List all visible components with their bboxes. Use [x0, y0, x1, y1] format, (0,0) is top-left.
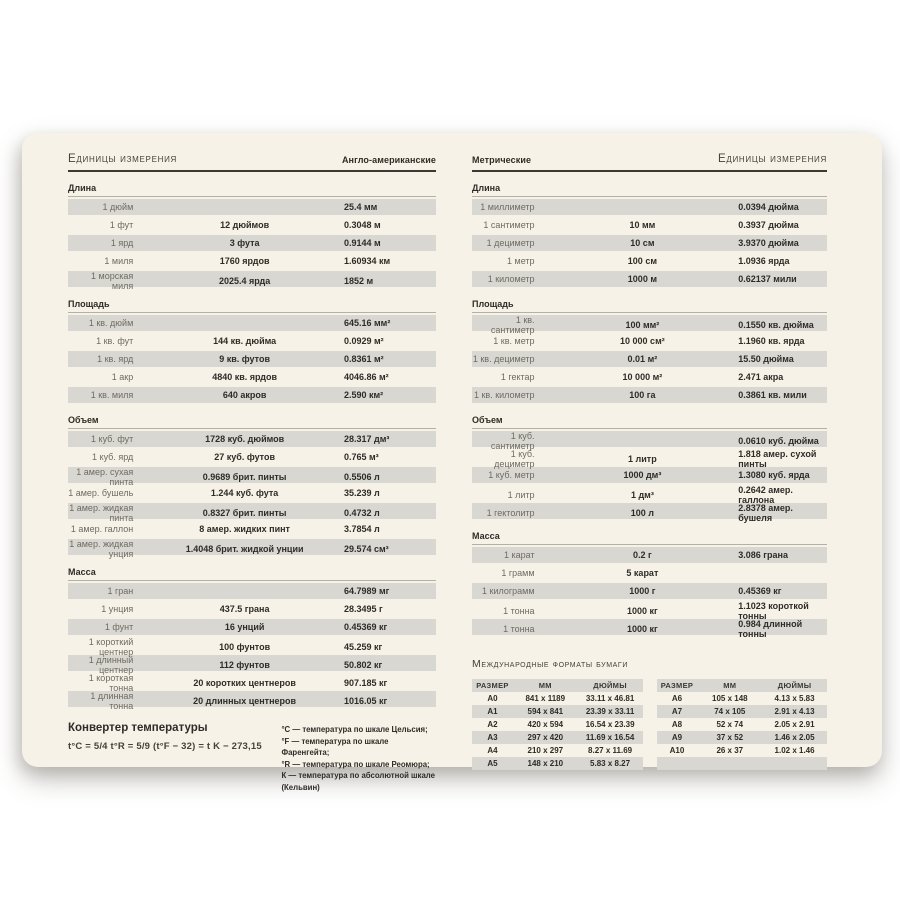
- paper-col-header: ДЮЙМЫ: [593, 681, 627, 690]
- table-row: [472, 350, 827, 368]
- left-sections: [68, 180, 436, 711]
- unit-value-cell: 0.3048 м: [343, 220, 381, 230]
- paper-cell: А9: [671, 733, 683, 742]
- unit-equivalent-cell: 1.4048 брит. жидкой унции: [185, 544, 304, 554]
- paper-cell: 105 x 148: [712, 694, 748, 703]
- unit-equivalent-cell: 10 000 см²: [620, 336, 665, 346]
- unit-name-cell: 1 кв. километр: [473, 390, 535, 400]
- unit-equivalent-cell: 20 коротких центнеров: [193, 678, 296, 688]
- unit-equivalent-cell: 9 кв. футов: [219, 354, 270, 364]
- units-section: [472, 412, 827, 523]
- temp-formula: t°C = 5/4 t°R = 5/9 (t°F − 32) = t K − 273,15: [68, 741, 262, 752]
- table-row: [68, 448, 436, 466]
- paper-row: [657, 731, 828, 744]
- unit-value-cell: 0.0610 куб. дюйма: [738, 436, 819, 446]
- unit-name-cell: 1 кв. метр: [493, 336, 535, 346]
- paper-formats: [472, 658, 827, 770]
- unit-equivalent-cell: 1728 куб. дюймов: [205, 434, 285, 444]
- unit-name-cell: 1 килограмм: [482, 586, 535, 596]
- table-row: [68, 582, 436, 600]
- table-row: [68, 672, 436, 693]
- paper-row: [472, 731, 643, 744]
- paper-cell: 52 x 74: [716, 720, 744, 729]
- units-section: [68, 296, 436, 404]
- unit-equivalent-cell: 10 000 м²: [622, 372, 663, 382]
- paper-cell: А2: [487, 720, 498, 729]
- paper-row: [472, 757, 643, 770]
- unit-value-cell: 2.471 акра: [738, 372, 784, 382]
- paper-row: [657, 705, 828, 718]
- paper-table-header: [657, 679, 828, 692]
- unit-value-cell: 0.0929 м²: [343, 336, 384, 346]
- unit-name-cell: 1 кв. сантиметр: [490, 315, 535, 335]
- unit-name-cell: 1 литр: [507, 490, 535, 500]
- unit-name-cell: 1 короткая тонна: [88, 673, 134, 693]
- table-row: [472, 386, 827, 404]
- unit-name-cell: 1 тонна: [503, 606, 535, 616]
- paper-cell: 33.11 x 46.81: [585, 694, 635, 703]
- paper-cell: 37 x 52: [716, 733, 744, 742]
- unit-equivalent-cell: 1000 м: [627, 274, 657, 284]
- units-section: [68, 564, 436, 711]
- paper-row: [657, 692, 828, 705]
- unit-equivalent-cell: 144 кв. дюйма: [213, 336, 277, 346]
- paper-cell: А1: [487, 707, 498, 716]
- temp-note-line: °F — температура по шкале Фаренгейта;: [281, 736, 389, 757]
- unit-value-cell: 3.086 грана: [738, 550, 788, 560]
- paper-cell: 16.54 x 23.39: [585, 720, 635, 729]
- table-row: [472, 252, 827, 270]
- unit-name-cell: 1 километр: [487, 274, 535, 284]
- unit-name-cell: 1 унция: [101, 604, 134, 614]
- unit-equivalent-cell: 100 см: [627, 256, 657, 266]
- page-header-title: Единицы измерения: [717, 153, 827, 165]
- unit-equivalent-cell: 100 фунтов: [219, 642, 271, 652]
- unit-value-cell: 35.239 л: [343, 488, 380, 498]
- unit-value-cell: 0.9144 м: [343, 238, 381, 248]
- units-section: [472, 296, 827, 404]
- unit-equivalent-cell: 112 фунтов: [219, 660, 270, 670]
- unit-value-cell: 2.590 км²: [343, 390, 384, 400]
- unit-value-cell: 1.1960 кв. ярда: [738, 336, 805, 346]
- unit-name-cell: 1 амер. жидкая пинта: [69, 503, 134, 523]
- unit-equivalent-cell: 2025.4 ярда: [218, 276, 271, 286]
- paper-cell: А6: [671, 694, 683, 703]
- table-row: [472, 564, 827, 582]
- unit-name-cell: 1 амер. галлон: [70, 524, 134, 534]
- paper-cell: 148 x 210: [527, 759, 564, 768]
- unit-equivalent-cell: 1760 ярдов: [219, 256, 270, 266]
- table-row: [68, 368, 436, 386]
- paper-col-header: ММ: [538, 681, 552, 690]
- unit-equivalent-cell: 1 литр: [628, 454, 657, 464]
- unit-name-cell: 1 акр: [111, 372, 134, 382]
- section-title: Масса: [472, 528, 827, 545]
- table-row: [68, 314, 436, 332]
- unit-value-cell: 0.3937 дюйма: [738, 220, 799, 230]
- unit-equivalent-cell: 640 акров: [222, 390, 267, 400]
- unit-name-cell: 1 короткий центнер: [88, 637, 134, 657]
- units-section: [472, 180, 827, 288]
- unit-equivalent-cell: 0.2 г: [633, 550, 652, 560]
- temp-note-line: К — температура по абсолютной шкале (Кельвин): [281, 771, 435, 792]
- paper-cell: А10: [669, 746, 685, 755]
- unit-value-cell: 1.60934 км: [343, 256, 391, 266]
- paper-row: [657, 757, 828, 770]
- paper-cell: 4.13 x 5.83: [774, 694, 815, 703]
- temp-note-line: °R — температура по шкале Реомюра;: [281, 759, 430, 769]
- table-row: [472, 314, 827, 335]
- paper-cell: 11.69 x 16.54: [585, 733, 635, 742]
- unit-value-cell: 0.45369 кг: [738, 586, 782, 596]
- paper-col-header: ДЮЙМЫ: [777, 681, 812, 690]
- table-row: [68, 386, 436, 404]
- unit-equivalent-cell: 1000 дм³: [623, 470, 662, 480]
- unit-value-cell: 3.9370 дюйма: [738, 238, 799, 248]
- unit-equivalent-cell: 10 мм: [629, 220, 656, 230]
- temp-notes: [281, 722, 436, 793]
- section-title: Площадь: [472, 296, 827, 313]
- table-row: [472, 234, 827, 252]
- unit-value-cell: 0.5506 л: [343, 472, 380, 482]
- table-row: [472, 582, 827, 600]
- unit-equivalent-cell: 100 мм²: [625, 320, 660, 330]
- page-header: [68, 150, 436, 172]
- paper-cell: 1.02 x 1.46: [774, 746, 815, 755]
- unit-value-cell: 1.3080 куб. ярда: [738, 470, 810, 480]
- unit-equivalent-cell: 1000 кг: [627, 624, 658, 634]
- paper-row: [472, 744, 643, 757]
- paper-cell: 2.91 x 4.13: [774, 707, 815, 716]
- paper-cell: 297 x 420: [527, 733, 564, 742]
- unit-value-cell: 0.1550 кв. дюйма: [738, 320, 814, 330]
- unit-equivalent-cell: 1000 г: [629, 586, 656, 596]
- unit-name-cell: 1 фунт: [104, 622, 134, 632]
- unit-value-cell: 3.7854 л: [343, 524, 380, 534]
- unit-name-cell: 1 куб. ярд: [92, 452, 134, 462]
- paper-cell: 23.39 x 33.11: [585, 707, 635, 716]
- unit-equivalent-cell: 16 унций: [224, 622, 265, 632]
- paper-cell: А7: [671, 707, 683, 716]
- unit-equivalent-cell: 4840 кв. ярдов: [212, 372, 278, 382]
- page-header-subtitle: Метрические: [472, 155, 532, 165]
- unit-name-cell: 1 амер. жидкая унция: [69, 539, 134, 559]
- table-row: [472, 618, 827, 639]
- unit-equivalent-cell: 12 дюймов: [220, 220, 270, 230]
- unit-equivalent-cell: 0.9689 брит. пинты: [202, 472, 287, 482]
- table-row: [472, 484, 827, 505]
- temp-converter-left: [68, 722, 281, 793]
- paper-cell: 8.27 x 11.69: [588, 746, 633, 755]
- table-row: [68, 332, 436, 350]
- unit-name-cell: 1 кв. ярд: [97, 354, 134, 364]
- unit-name-cell: 1 сантиметр: [483, 220, 535, 230]
- unit-name-cell: 1 амер. бушель: [68, 488, 134, 498]
- unit-value-cell: 4046.86 м²: [343, 372, 389, 382]
- unit-value-cell: 2.8378 амер. бушеля: [738, 503, 793, 523]
- unit-name-cell: 1 гектолитр: [486, 508, 535, 518]
- unit-name-cell: 1 дюйм: [102, 202, 134, 212]
- section-title: Объем: [472, 412, 827, 429]
- unit-value-cell: 0.45369 кг: [343, 622, 388, 632]
- table-row: [68, 198, 436, 216]
- table-row: [68, 690, 436, 711]
- temp-converter-title: Конвертер температуры: [68, 722, 208, 734]
- unit-equivalent-cell: 0.8327 брит. пинты: [202, 508, 287, 518]
- section-title: Объем: [68, 412, 436, 429]
- paper-table: [657, 679, 828, 770]
- page-header-subtitle: Англо-американские: [341, 155, 436, 165]
- unit-value-cell: 1.0936 ярда: [738, 256, 790, 266]
- unit-name-cell: 1 куб. сантиметр: [490, 431, 535, 451]
- unit-value-cell: 15.50 дюйма: [738, 354, 794, 364]
- paper-row: [472, 718, 643, 731]
- page-spread: [22, 133, 882, 792]
- table-row: [68, 600, 436, 618]
- units-section: [68, 180, 436, 291]
- paper-cell: 594 x 841: [527, 707, 564, 716]
- unit-value-cell: 0.0394 дюйма: [738, 202, 799, 212]
- unit-equivalent-cell: 3 фута: [229, 238, 260, 248]
- units-section: [68, 412, 436, 559]
- paper-cell: 26 x 37: [716, 746, 744, 755]
- temp-converter: [68, 722, 436, 793]
- paper-row: [472, 692, 643, 705]
- table-row: [472, 216, 827, 234]
- unit-value-cell: 1016.05 кг: [343, 696, 388, 706]
- unit-name-cell: 1 ярд: [110, 238, 134, 248]
- unit-value-cell: 0.4732 л: [343, 508, 380, 518]
- unit-equivalent-cell: 1000 кг: [627, 606, 658, 616]
- unit-equivalent-cell: 100 л: [630, 508, 654, 518]
- unit-name-cell: 1 гран: [107, 586, 134, 596]
- unit-value-cell: 45.259 кг: [343, 642, 383, 652]
- table-row: [68, 466, 436, 487]
- paper-cell: 210 x 297: [527, 746, 564, 755]
- table-row: [68, 618, 436, 636]
- unit-name-cell: 1 тонна: [503, 624, 535, 634]
- section-title: Масса: [68, 564, 436, 581]
- table-row: [68, 430, 436, 448]
- table-row: [68, 216, 436, 234]
- paper-table-header: [472, 679, 643, 692]
- paper-formats-title: Международные форматы бумаги: [472, 658, 628, 670]
- paper-tables: [472, 679, 827, 770]
- unit-name-cell: 1 дециметр: [486, 238, 535, 248]
- unit-name-cell: 1 кв. дюйм: [88, 318, 134, 328]
- unit-name-cell: 1 кв. дециметр: [472, 354, 535, 364]
- paper-cell: А4: [487, 746, 498, 755]
- paper-cell: 74 x 105: [714, 707, 746, 716]
- section-title: Площадь: [68, 296, 436, 313]
- unit-value-cell: 64.7989 мг: [343, 586, 390, 596]
- unit-equivalent-cell: 1.244 куб. фута: [210, 488, 279, 498]
- table-row: [472, 270, 827, 288]
- table-row: [68, 252, 436, 270]
- unit-equivalent-cell: 437.5 грана: [219, 604, 270, 614]
- table-row: [68, 654, 436, 675]
- unit-equivalent-cell: 5 карат: [626, 568, 659, 578]
- table-row: [472, 198, 827, 216]
- paper-col-header: ММ: [723, 681, 737, 690]
- unit-name-cell: 1 фут: [109, 220, 134, 230]
- unit-name-cell: 1 морская миля: [91, 271, 134, 291]
- section-title: Длина: [68, 180, 436, 197]
- unit-value-cell: 50.802 кг: [343, 660, 383, 670]
- unit-equivalent-cell: 8 амер. жидких пинт: [199, 524, 290, 534]
- unit-equivalent-cell: 1 дм³: [630, 490, 654, 500]
- unit-value-cell: 907.185 кг: [343, 678, 388, 688]
- unit-name-cell: 1 гектар: [500, 372, 535, 382]
- unit-value-cell: 1.818 амер. сухой пинты: [738, 449, 817, 469]
- unit-value-cell: 25.4 мм: [343, 202, 378, 212]
- unit-value-cell: 0.765 м³: [343, 452, 379, 462]
- page-header-title: Единицы измерения: [68, 153, 178, 165]
- unit-name-cell: 1 миля: [104, 256, 134, 266]
- unit-equivalent-cell: 100 га: [629, 390, 656, 400]
- page-header: [472, 150, 827, 172]
- unit-equivalent-cell: 20 длинных центнеров: [193, 696, 297, 706]
- unit-name-cell: 1 миллиметр: [480, 202, 535, 212]
- paper-row: [657, 744, 828, 757]
- unit-value-cell: 1852 м: [343, 276, 374, 286]
- unit-name-cell: 1 амер. сухая пинта: [76, 467, 134, 487]
- paper-cell: 841 x 1189: [525, 694, 566, 703]
- paper-cell: А0: [487, 694, 498, 703]
- paper-col-header: РАЗМЕР: [660, 681, 694, 690]
- paper-cell: А8: [671, 720, 683, 729]
- table-row: [472, 546, 827, 564]
- unit-name-cell: 1 длинная тонна: [90, 691, 134, 711]
- unit-name-cell: 1 кв. миля: [90, 390, 134, 400]
- unit-equivalent-cell: 10 см: [630, 238, 655, 248]
- unit-name-cell: 1 длинный центнер: [88, 655, 134, 675]
- unit-name-cell: 1 кв. фут: [96, 336, 134, 346]
- unit-value-cell: 0.62137 мили: [738, 274, 797, 284]
- unit-name-cell: 1 метр: [507, 256, 535, 266]
- right-sections: [472, 180, 827, 639]
- paper-table: [472, 679, 643, 770]
- unit-equivalent-cell: 0.01 м²: [627, 354, 658, 364]
- unit-value-cell: 0.8361 м²: [343, 354, 384, 364]
- table-row: [68, 234, 436, 252]
- unit-value-cell: 1.1023 короткой тонны: [738, 601, 809, 621]
- unit-name-cell: 1 грамм: [501, 568, 535, 578]
- section-title: Длина: [472, 180, 827, 197]
- paper-row: [657, 718, 828, 731]
- table-row: [68, 350, 436, 368]
- table-row: [68, 538, 436, 559]
- unit-value-cell: 28.317 дм³: [343, 434, 390, 444]
- paper-cell: А3: [487, 733, 498, 742]
- right-page: [452, 133, 882, 767]
- unit-name-cell: 1 куб. метр: [488, 470, 535, 480]
- table-row: [472, 430, 827, 451]
- left-page: [22, 133, 452, 792]
- paper-cell: 5.83 x 8.27: [590, 759, 631, 768]
- unit-name-cell: 1 карат: [503, 550, 535, 560]
- unit-value-cell: 0.3861 кв. мили: [738, 390, 807, 400]
- units-section: [472, 528, 827, 639]
- table-row: [68, 636, 436, 657]
- paper-cell: 1.46 x 2.05: [774, 733, 815, 742]
- unit-value-cell: 28.3495 г: [343, 604, 383, 614]
- temp-note-line: °C — температура по шкале Цельсия;: [281, 725, 428, 734]
- table-row: [68, 502, 436, 523]
- paper-cell: А5: [487, 759, 498, 768]
- table-row: [472, 368, 827, 386]
- unit-value-cell: 0.2642 амер. галлона: [738, 485, 793, 505]
- unit-value-cell: 29.574 см³: [343, 544, 389, 554]
- unit-value-cell: 0.984 длинной тонны: [738, 619, 803, 639]
- table-row: [472, 600, 827, 621]
- table-row: [472, 502, 827, 523]
- unit-name-cell: 1 куб. дециметр: [494, 449, 535, 469]
- unit-value-cell: 645.16 мм²: [343, 318, 391, 328]
- unit-name-cell: 1 куб. фут: [91, 434, 134, 444]
- paper-cell: 2.05 x 2.91: [774, 720, 815, 729]
- table-row: [68, 270, 436, 291]
- paper-cell: 420 x 594: [527, 720, 564, 729]
- paper-col-header: РАЗМЕР: [476, 681, 509, 690]
- table-row: [472, 448, 827, 469]
- unit-equivalent-cell: 27 куб. футов: [214, 452, 276, 462]
- paper-row: [472, 705, 643, 718]
